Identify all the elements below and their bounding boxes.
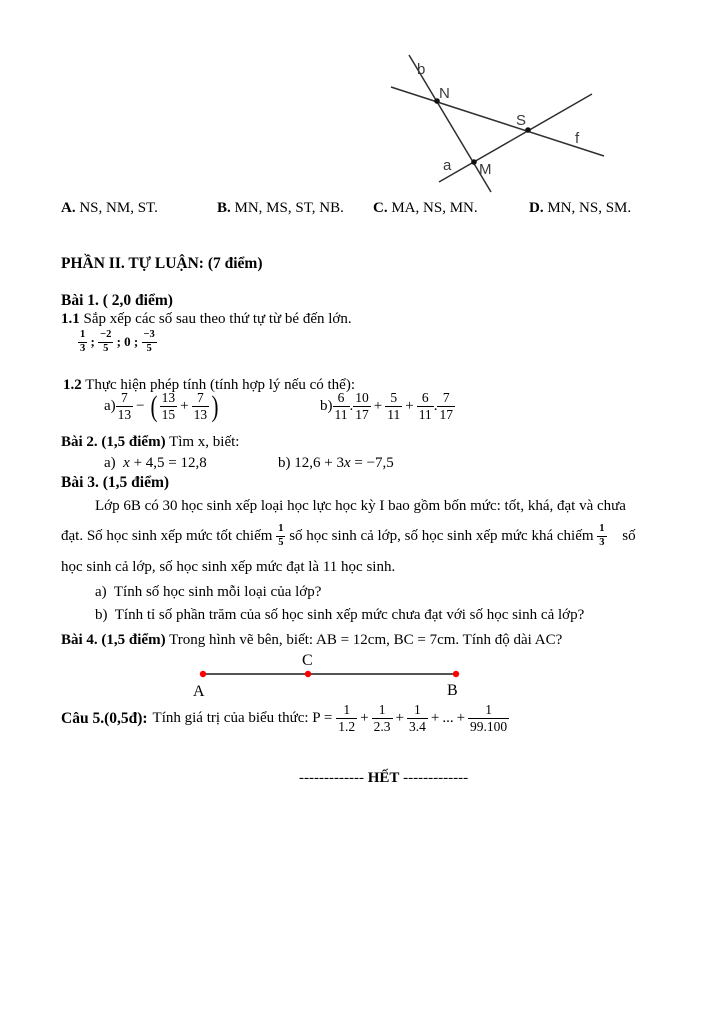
ellipsis: ...	[442, 710, 454, 727]
fraction: $\frac{13}{15}$	[161, 390, 176, 423]
fraction: $\frac{1}{3.4}$	[408, 702, 426, 735]
answer-key: A.	[61, 200, 76, 216]
part2-heading: PHẦN II. TỰ LUẬN: (7 điểm)	[61, 255, 263, 272]
point-S-dot	[525, 127, 531, 133]
eq-label: a)	[104, 455, 116, 471]
question-label: b)	[95, 607, 108, 623]
separator: ;	[133, 333, 139, 349]
answer-text: MN, NS, SM.	[547, 200, 632, 216]
answer-key: D.	[529, 200, 544, 216]
cau5-line	[61, 703, 509, 734]
bai4-title: Bài 4. (1,5 điểm)	[61, 632, 166, 648]
answer-text: MA, NS, MN.	[391, 200, 478, 216]
bai1-expression-a	[104, 391, 221, 422]
equation-text: = −7,5	[350, 455, 394, 471]
item-number: 1.1	[61, 311, 80, 327]
footer-het	[299, 770, 468, 787]
plus-operator: +	[456, 710, 466, 727]
variable-x: x	[123, 455, 130, 471]
answer-text: NS, NM, ST.	[79, 200, 158, 216]
fraction: $\frac{6}{11}$	[334, 390, 348, 423]
paragraph-text: đạt. Số học sinh xếp mức tốt chiếm	[61, 528, 273, 544]
figure-points	[434, 98, 531, 165]
label-line-b: b	[417, 61, 426, 78]
footer-word: HẾT	[367, 770, 400, 786]
variable-x: x	[343, 455, 351, 471]
fraction: $\frac{10}{17}$	[355, 390, 369, 423]
label-point-M: M	[479, 161, 492, 178]
point-B-dot	[453, 671, 459, 677]
bai3-question-a	[95, 584, 321, 601]
bai4-line	[61, 632, 562, 649]
separator: ;	[90, 333, 95, 349]
point-M-dot	[471, 159, 477, 165]
bai2-title-line	[61, 434, 239, 451]
multiply-dot: .	[433, 398, 438, 415]
plus-operator: +	[373, 398, 383, 415]
bai2-equation-b	[278, 455, 394, 472]
plus-operator: +	[430, 710, 440, 727]
paragraph-text: số	[622, 528, 636, 544]
fraction: $\frac{1}{3}$	[80, 329, 86, 354]
label-line-f: f	[575, 130, 580, 147]
fraction: $\frac{1}{5}$	[278, 523, 284, 548]
bai1-title: Bài 1. ( 2,0 điểm)	[61, 292, 173, 309]
eq-label: b)	[278, 455, 291, 471]
plus-operator: +	[405, 398, 414, 415]
question-text: Tính tỉ số phần trăm của số học sinh xếp mức chưa đạt với số học sinh cả lớp?	[114, 607, 585, 623]
item-text: Thực hiện phép tính (tính hợp lý nếu có thể):	[85, 377, 355, 393]
plus-operator: +	[180, 398, 189, 415]
fraction: $\frac{1}{1.2}$	[338, 702, 356, 735]
label-point-N: N	[439, 85, 450, 102]
bai3-paragraph-line3: học sinh cả lớp, số học sinh xếp mức đạt là 11 học sinh.	[61, 559, 396, 575]
fraction: $\frac{1}{2.3}$	[373, 702, 391, 735]
cau5-text: Tính giá trị của biểu thức: P =	[152, 710, 333, 727]
fraction: $\frac{1}{3}$	[599, 523, 605, 548]
fraction: $\frac{7}{13}$	[117, 390, 132, 423]
separator: ;	[116, 333, 121, 349]
multiply-dot: .	[349, 398, 354, 415]
line-a	[439, 94, 592, 182]
expr-label: a)	[104, 398, 116, 415]
fraction: $\frac{-3}{5}$	[143, 329, 155, 354]
answer-option-d	[529, 200, 631, 217]
open-paren: (	[150, 390, 158, 424]
bai3-paragraph-line2	[61, 521, 636, 551]
fraction: $\frac{1}{99.100}$	[470, 702, 508, 735]
label-point-A: A	[193, 683, 205, 700]
minus-operator: −	[136, 398, 145, 415]
fraction: $\frac{7}{13}$	[193, 390, 208, 423]
bai3-question-b	[95, 607, 584, 624]
answer-option-a	[61, 200, 158, 217]
footer-dashes: -------------	[299, 770, 364, 786]
bai2-equation-a	[104, 455, 207, 472]
point-C-dot	[305, 671, 311, 677]
label-point-B: B	[447, 682, 458, 699]
bai1-item-11	[61, 311, 352, 328]
line-f	[391, 87, 604, 156]
answer-option-c	[373, 200, 478, 217]
question-label: a)	[95, 584, 107, 600]
bai3-title: Bài 3. (1,5 điểm)	[61, 474, 170, 491]
bai2-title: Bài 2. (1,5 điểm)	[61, 434, 166, 450]
bai3-paragraph-line1: Lớp 6B có 30 học sinh xếp loại học lực học kỳ I bao gồm bốn mức: tốt, khá, đạt và chưa	[95, 498, 626, 514]
item-text: Sắp xếp các số sau theo thứ tự từ bé đến lớn.	[83, 311, 352, 327]
question-text: Tính số học sinh mỗi loại của lớp?	[113, 584, 322, 600]
equation-text: 12,6 + 3	[294, 455, 344, 471]
footer-dashes: -------------	[403, 770, 469, 786]
fraction: $\frac{6}{11}$	[418, 390, 432, 423]
expr-label: b)	[320, 398, 333, 415]
bai4-text: Trong hình vẽ bên, biết: AB = 12cm, BC = 7cm. Tính độ dài AC?	[169, 632, 563, 648]
bai2-text: Tìm x, biết:	[169, 434, 240, 450]
segment-figure	[185, 648, 477, 700]
cau5-title: Câu 5.(0,5đ):	[61, 709, 148, 727]
paragraph-text: số học sinh cả lớp, số học sinh xếp mức khá chiếm	[289, 528, 594, 544]
label-line-a: a	[443, 157, 452, 174]
bai1-number-list	[78, 330, 157, 354]
label-point-C: C	[302, 652, 313, 669]
bai1-expression-b	[320, 391, 455, 422]
answer-key: C.	[373, 200, 388, 216]
fraction: $\frac{5}{11}$	[387, 390, 401, 423]
plus-operator: +	[395, 710, 404, 727]
fraction: $\frac{-2}{5}$	[100, 329, 112, 354]
item-number: 1.2	[63, 377, 82, 393]
answer-option-b	[217, 200, 344, 217]
answer-text: MN, MS, ST, NB.	[234, 200, 344, 216]
geometry-figure	[388, 48, 610, 194]
close-paren: )	[211, 390, 219, 424]
equation-text: + 4,5 = 12,8	[129, 455, 207, 471]
answer-key: B.	[217, 200, 231, 216]
number-zero: 0	[124, 333, 131, 349]
point-A-dot	[200, 671, 206, 677]
label-point-S: S	[516, 112, 527, 129]
fraction: $\frac{7}{17}$	[439, 390, 453, 423]
plus-operator: +	[360, 710, 369, 727]
